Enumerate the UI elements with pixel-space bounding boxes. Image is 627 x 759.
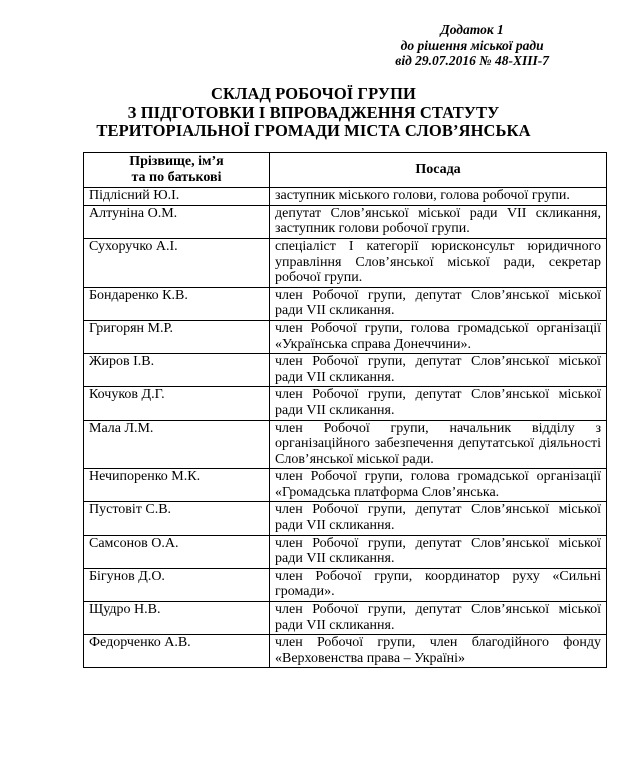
member-name: Нечипоренко М.К. <box>84 469 270 502</box>
member-name: Федорченко А.В. <box>84 635 270 668</box>
member-name: Сухоручко А.І. <box>84 238 270 287</box>
title-line-2: З ПІДГОТОВКИ І ВПРОВАДЖЕННЯ СТАТУТУ <box>127 102 500 122</box>
table-header-row <box>84 153 607 188</box>
member-name: Бігунов Д.О. <box>84 568 270 601</box>
member-position: член Робочої групи, голова громадської організації «Українська справа Донеччини». <box>270 320 607 353</box>
member-name: Бондаренко К.В. <box>84 287 270 320</box>
annex-decision: до рішення міської ради <box>400 37 544 53</box>
table-row <box>84 387 607 420</box>
member-position: член Робочої групи, депутат Слов’янської міської ради VII скликання. <box>270 502 607 535</box>
member-position: член Робочої групи, депутат Слов’янської міської ради VII скликання. <box>270 354 607 387</box>
member-position: спеціаліст І категорії юрисконсульт юридичного управління Слов’янської міської ради, секретар робочої групи. <box>270 238 607 287</box>
member-position: член Робочої групи, депутат Слов’янської міської ради VII скликання. <box>270 387 607 420</box>
working-group-table <box>83 152 607 668</box>
title-line-1: СКЛАД РОБОЧОЇ ГРУПИ <box>211 84 416 103</box>
member-position: член Робочої групи, депутат Слов’янської міської ради VII скликання. <box>270 287 607 320</box>
table-row <box>84 188 607 206</box>
annex-number: Додаток 1 <box>440 22 504 37</box>
member-name: Щудро Н.В. <box>84 602 270 635</box>
table-row <box>84 420 607 469</box>
header-name-line-1: Прізвище, ім’я <box>129 154 224 169</box>
member-name: Самсонов О.А. <box>84 535 270 568</box>
member-name: Кочуков Д.Г. <box>84 387 270 420</box>
table-row <box>84 205 607 238</box>
member-position: заступник міського голови, голова робочої групи. <box>270 188 607 206</box>
member-name: Алтуніна О.М. <box>84 205 270 238</box>
member-position: член Робочої групи, голова громадської організації «Громадська платформа Слов’янська. <box>270 469 607 502</box>
table-row <box>84 635 607 668</box>
table-row <box>84 354 607 387</box>
table-row <box>84 602 607 635</box>
table-row <box>84 238 607 287</box>
table-row <box>84 320 607 353</box>
member-position: член Робочої групи, начальник відділу з організаційного забезпечення депутатської діяльності Слов’янської міської ради. <box>270 420 607 469</box>
member-name: Мала Л.М. <box>84 420 270 469</box>
member-position: член Робочої групи, член благодійного фонду «Верховенства права – Україні» <box>270 635 607 668</box>
member-name: Підлісний Ю.І. <box>84 188 270 206</box>
table-row <box>84 535 607 568</box>
title-line-3: ТЕРИТОРІАЛЬНОЇ ГРОМАДИ МІСТА СЛОВ’ЯНСЬКА <box>96 121 531 140</box>
header-name <box>84 153 270 188</box>
member-name: Пустовіт С.В. <box>84 502 270 535</box>
member-name: Жиров І.В. <box>84 354 270 387</box>
member-position: член Робочої групи, координатор руху «Сильні громади». <box>270 568 607 601</box>
member-name: Григорян М.Р. <box>84 320 270 353</box>
annex-date-number: від 29.07.2016 № 48-ХІІІ-7 <box>395 53 549 68</box>
document-title <box>0 85 627 141</box>
header-position: Посада <box>270 153 607 188</box>
table-row <box>84 287 607 320</box>
member-position: член Робочої групи, депутат Слов’янської міської ради VII скликання. <box>270 602 607 635</box>
member-position: депутат Слов’янської міської ради VII скликання, заступник голови робочої групи. <box>270 205 607 238</box>
annex-note <box>395 22 549 69</box>
header-name-line-2: та по батькові <box>131 169 222 185</box>
table-row <box>84 469 607 502</box>
member-position: член Робочої групи, депутат Слов’янської міської ради VII скликання. <box>270 535 607 568</box>
table-row <box>84 568 607 601</box>
table-row <box>84 502 607 535</box>
